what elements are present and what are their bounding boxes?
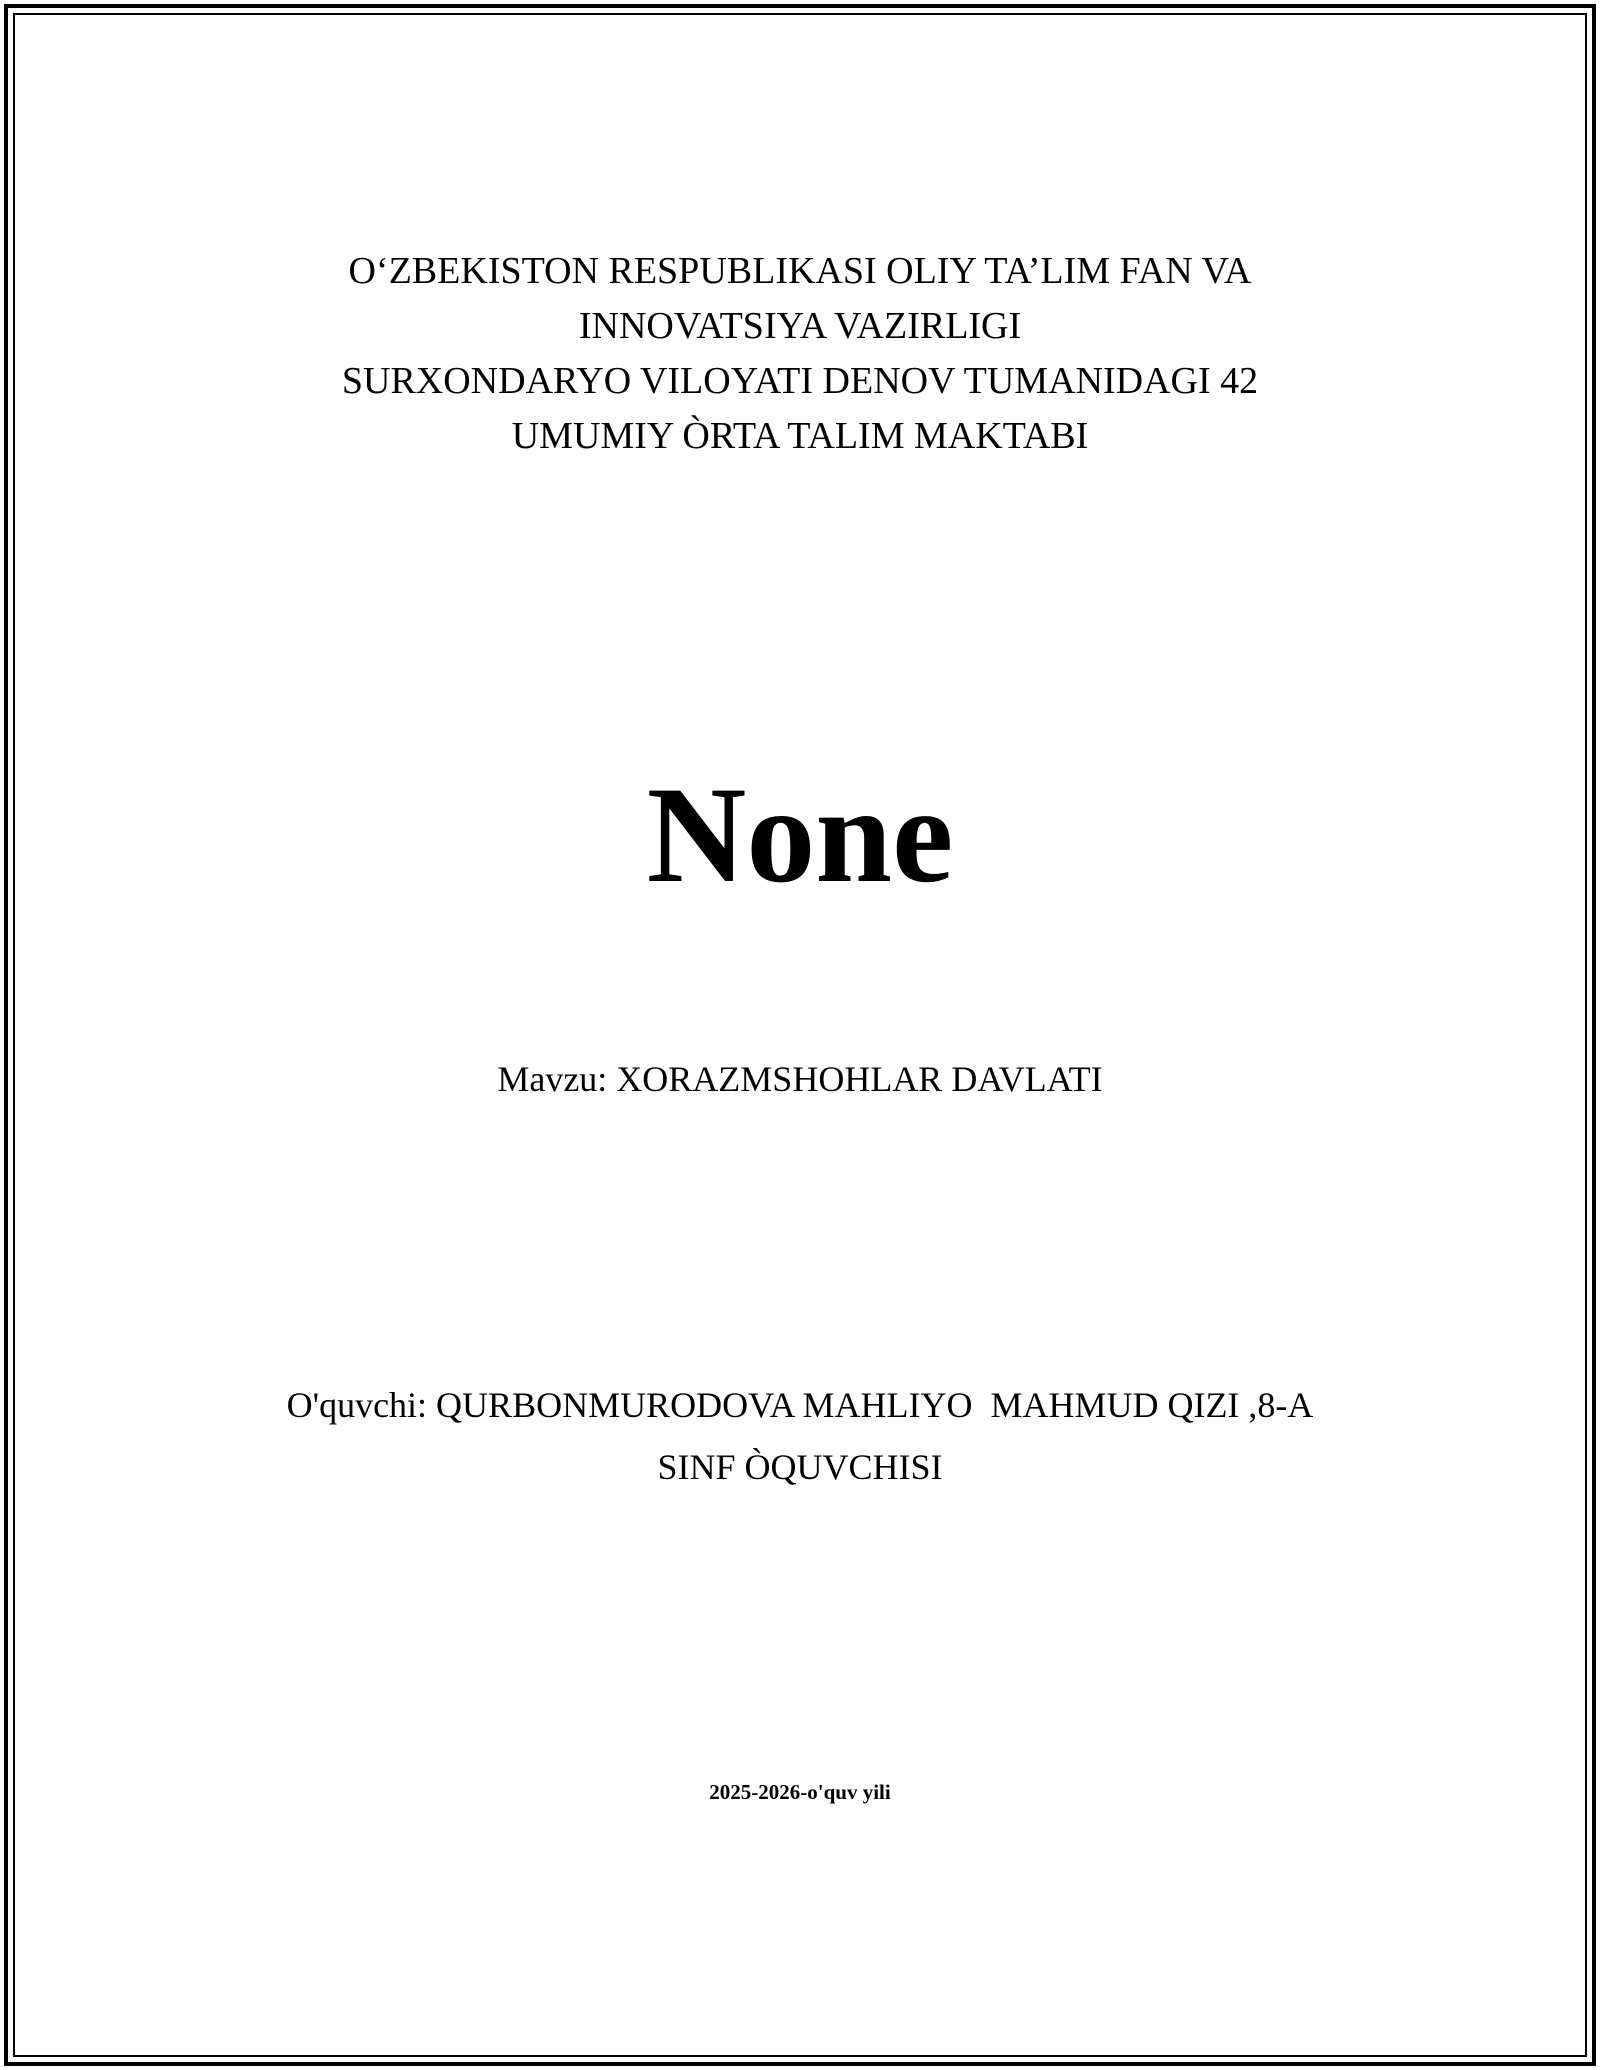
academic-year: 2025-2026-o'quv yili — [709, 1780, 891, 1804]
document-title: None — [646, 758, 954, 911]
header-line-2: INNOVATSIYA VAZIRLIGI — [578, 305, 1022, 347]
header-line-3: SURXONDARYO VILOYATI DENOV TUMANIDAGI 42 — [341, 360, 1259, 402]
student-line-2: SINF ÒQUVCHISI — [657, 1447, 943, 1487]
student-info — [0, 1374, 1600, 1498]
header-line-4: UMUMIY ÒRTA TALIM MAKTABI — [511, 415, 1089, 457]
student-line-1: O'quvchi: QURBONMURODOVA MAHLIYO MAHMUD QIZI ,8-A — [286, 1385, 1314, 1425]
header-line-1: O‘ZBEKISTON RESPUBLIKASI OLIY TA’LIM FAN VA — [348, 250, 1252, 292]
topic-line: Mavzu: XORAZMSHOHLAR DAVLATI — [497, 1059, 1103, 1099]
institution-header — [0, 244, 1600, 464]
